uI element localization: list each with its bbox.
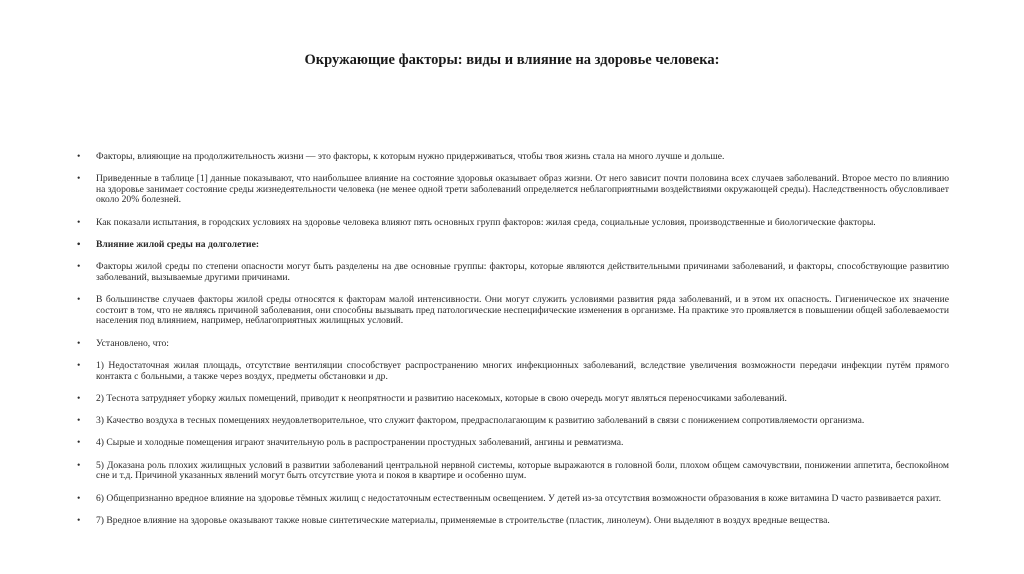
bullet-icon: • <box>77 437 81 449</box>
list-item <box>77 438 949 449</box>
bullet-icon: • <box>77 261 81 273</box>
slide-title: Окружающие факторы: виды и влияние на здоровье человека: <box>304 52 720 68</box>
list-item <box>77 295 949 327</box>
list-item-heading <box>77 240 949 251</box>
list-item-text: 5) Доказана роль плохих жилищных условий в развитии заболеваний центральной нервной системы, которые выражаются в головной боли, плохом общем самочувствии, понижении аппетита, беспокойном сне и т.д. Причиной указанных явлений могут быть отсутствие уюта и покоя в квартире и особенно шум. <box>96 459 949 482</box>
bullet-icon: • <box>77 415 81 427</box>
list-item <box>77 494 949 505</box>
bullet-icon: • <box>77 514 81 526</box>
bullet-icon: • <box>77 239 81 251</box>
list-item <box>77 416 949 427</box>
list-item-text: Установлено, что: <box>96 337 169 349</box>
bullet-list <box>77 152 949 538</box>
list-item <box>77 218 949 229</box>
list-item-text: 1) Недостаточная жилая площадь, отсутствие вентиляции способствует распространению многих инфекционных заболеваний, вследствие увеличения возможности передачи инфекции путём прямого контакта с больными, а также через воздух, предметы обстановки и др. <box>96 359 949 382</box>
bullet-icon: • <box>77 492 81 504</box>
list-item <box>77 361 949 382</box>
list-item <box>77 262 949 283</box>
bullet-icon: • <box>77 173 81 185</box>
list-item-text: 7) Вредное влияние на здоровье оказывают также новые синтетические материалы, применяемые в строительстве (пластик, линолеум). Они выделяют в воздух вредные вещества. <box>96 514 830 526</box>
bullet-icon: • <box>77 359 81 371</box>
bullet-icon: • <box>77 459 81 471</box>
list-item-text: 2) Теснота затрудняет уборку жилых помещений, приводит к неопрятности и развитию насекомых, которые в свою очередь могут являться переносчиками заболеваний. <box>96 392 787 404</box>
list-item-text: Влияние жилой среды на долголетие: <box>96 239 260 251</box>
list-item <box>77 152 949 163</box>
bullet-icon: • <box>77 216 81 228</box>
list-item <box>77 394 949 405</box>
list-item <box>77 516 949 527</box>
bullet-icon: • <box>77 337 81 349</box>
list-item-text: Факторы, влияющие на продолжительность жизни — это факторы, к которым нужно придерживаться, чтобы твоя жизнь стала на много лучше и дольше. <box>96 151 725 162</box>
list-item-text: Как показали испытания, в городских условиях на здоровье человека влияют пять основных групп факторов: жилая среда, социальные условия, производственные и биологические факторы. <box>96 216 876 228</box>
list-item <box>77 339 949 350</box>
list-item <box>77 174 949 206</box>
list-item-text: Факторы жилой среды по степени опасности могут быть разделены на две основные группы: факторы, которые являются действительными причинами заболеваний, и факторы, способствующие развитию заболеваний, вызываемые другими причинами. <box>96 261 949 283</box>
list-item-text: В большинстве случаев факторы жилой среды относятся к факторам малой интенсивности. Они могут служить условиями развития ряда заболеваний, и в этом их опасность. Гигиеническое их значение состоит в том, что не являясь причиной заболевания, они способны вызывать пред патологические неспецифические изменения в организме. На практике это проявляется в повышении общей заболеваемости населения под влиянием, например, неблагоприятных жилищных условий. <box>96 294 949 327</box>
list-item-text: 4) Сырые и холодные помещения играют значительную роль в распространении простудных заболеваний, ангины и ревматизма. <box>96 437 624 449</box>
list-item-text: 3) Качество воздуха в тесных помещениях неудовлетворительное, что служит фактором, предрасполагающим к развитию заболеваний в связи с понижением сопротивляемости организма. <box>96 415 865 427</box>
bullet-icon: • <box>77 294 81 306</box>
bullet-icon: • <box>77 151 81 162</box>
bullet-icon: • <box>77 392 81 404</box>
list-item-text: Приведенные в таблице [1] данные показывают, что наибольшее влияние на состояние здоровья оказывает образ жизни. От него зависит почти половина всех случаев заболеваний. Второе место по влиянию на здоровье занимает состояние среды жизнедеятельности человека (не менее одной трети заболеваний определяется неблагоприятными воздействиями окружающей среды). Наследственность обусловливает около 20% болезней. <box>96 173 949 206</box>
list-item <box>77 461 949 482</box>
list-item-text: 6) Общепризнанно вредное влияние на здоровье тёмных жилищ с недостаточным естественным освещением. У детей из-за отсутствия возможности образования в коже витамина D часто развивается рахит. <box>96 492 942 504</box>
